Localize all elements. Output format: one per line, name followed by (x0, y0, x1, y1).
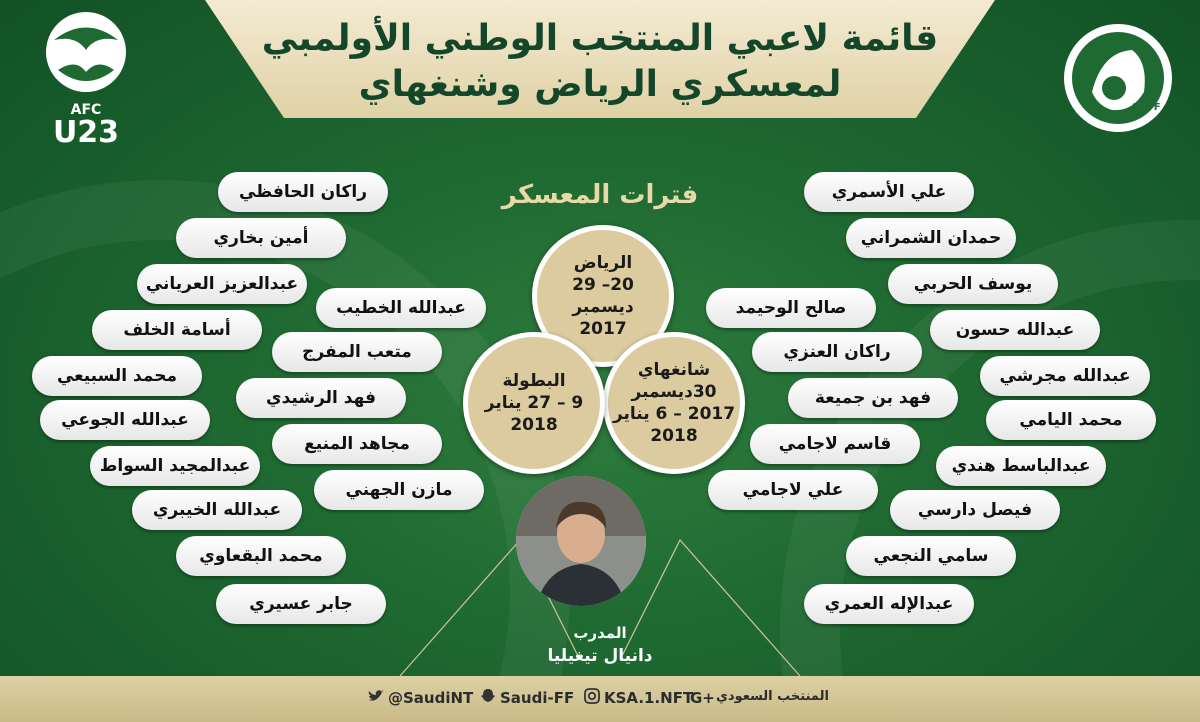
period-year: 2017 (579, 319, 627, 339)
period-month: ديسمبر (572, 297, 634, 317)
player-name: أسامة الخلف (92, 310, 262, 350)
player-name: علي لاجامي (708, 470, 878, 510)
player-name: فيصل دارسي (890, 490, 1060, 530)
player-name: عبدالإله العمري (804, 584, 974, 624)
coach-portrait-icon (516, 476, 646, 606)
player-name: علي الأسمري (804, 172, 974, 212)
coach-photo (516, 476, 646, 606)
player-name: حمدان الشمراني (846, 218, 1016, 258)
player-name: فهد الرشيدي (236, 378, 406, 418)
player-name: عبدالعزيز العرياني (137, 264, 307, 304)
snapchat-handle[interactable]: Saudi-FF (500, 689, 575, 707)
u23-text: U23 (52, 115, 120, 150)
instagram-icon[interactable] (584, 688, 600, 704)
player-name: عبدالباسط هندي (936, 446, 1106, 486)
snapchat-icon[interactable] (480, 688, 496, 704)
gplus-icon[interactable]: G+ (690, 689, 715, 707)
player-name: محمد اليامي (986, 400, 1156, 440)
period-year: 2018 (650, 426, 698, 446)
period-name: البطولة (502, 371, 566, 391)
player-name: أمين بخاري (176, 218, 346, 258)
player-name: فهد بن جميعة (788, 378, 958, 418)
period-dates: 30ديسمبر (631, 382, 717, 402)
player-name: عبدالمجيد السواط (90, 446, 260, 486)
player-name: مجاهد المنيع (272, 424, 442, 464)
coach-role: المدرب (573, 624, 627, 642)
player-name: عبدالله الجوعي (40, 400, 210, 440)
twitter-handle[interactable]: @SaudiNT (388, 689, 474, 707)
player-name: راكان العنزي (752, 332, 922, 372)
camp-periods-title: فترات المعسكر (501, 180, 699, 210)
player-name: محمد السبيعي (32, 356, 202, 396)
period-dates: 9 – 27 يناير (484, 393, 584, 413)
period-month: 2018 (510, 415, 558, 435)
player-name: محمد البقعاوي (176, 536, 346, 576)
title-line-1: قائمة لاعبي المنتخب الوطني الأولمبي (261, 18, 939, 59)
player-name: قاسم لاجامي (750, 424, 920, 464)
player-name: صالح الوحيمد (706, 288, 876, 328)
player-name: سامي النجعي (846, 536, 1016, 576)
afc-text: AFC (70, 102, 102, 118)
coach-name: دانيال تيغيليا (547, 646, 653, 666)
player-name: عبدالله الخطيب (316, 288, 486, 328)
period-name: الرياض (573, 253, 633, 273)
instagram-handle[interactable]: KSA.1.NFT (604, 689, 694, 707)
title-line-2: لمعسكري الرياض وشنغهاي (358, 64, 842, 105)
period-dates: 20– 29 (572, 275, 634, 295)
player-name: عبدالله حسون (930, 310, 1100, 350)
player-name: عبدالله الخيبري (132, 490, 302, 530)
player-name: يوسف الحربي (888, 264, 1058, 304)
player-name: متعب المفرج (272, 332, 442, 372)
period-month: 2017 – 6 يناير (612, 404, 736, 424)
footer-bar (0, 676, 1200, 722)
player-name: مازن الجهني (314, 470, 484, 510)
player-name: عبدالله مجرشي (980, 356, 1150, 396)
twitter-icon[interactable] (368, 688, 384, 704)
player-name: راكان الحافظي (218, 172, 388, 212)
saff-text: SAFF (1132, 102, 1161, 113)
player-name: جابر عسيري (216, 584, 386, 624)
period-name: شانغهاي (637, 360, 711, 380)
gplus-label[interactable]: المنتخب السعودي (716, 689, 829, 704)
